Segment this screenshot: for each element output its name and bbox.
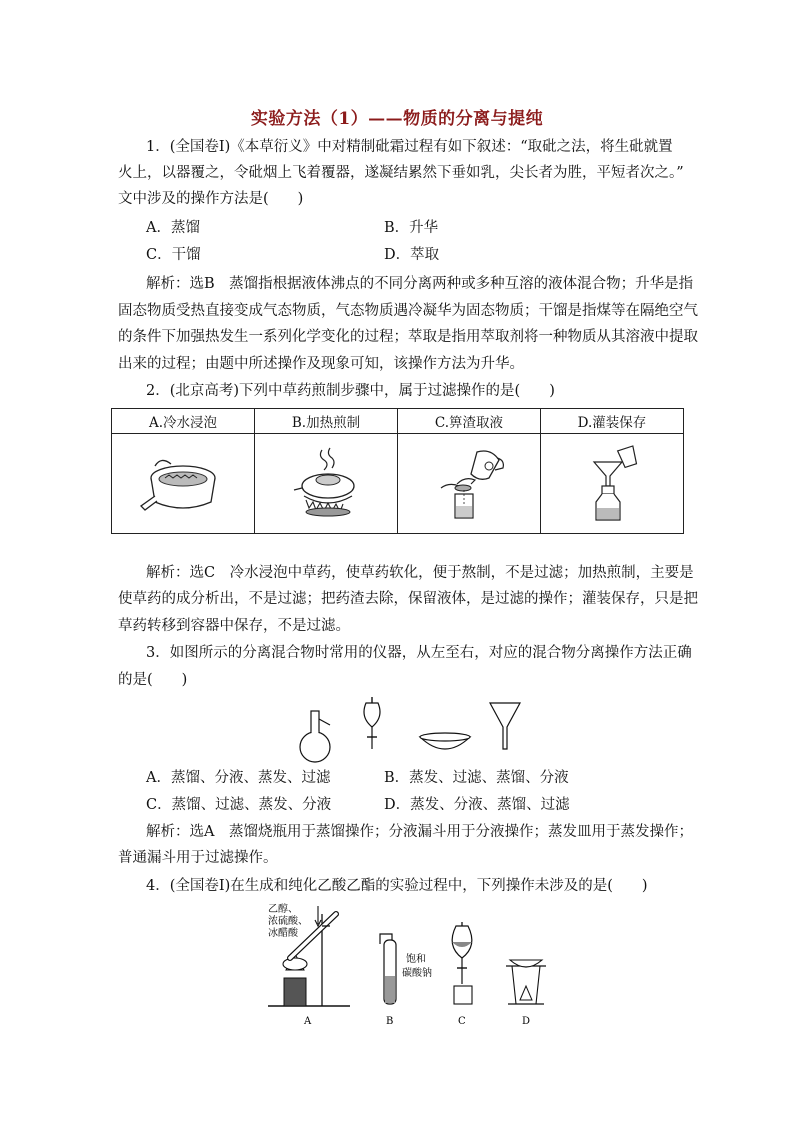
q3-analysis-line-2: 普通漏斗用于过滤操作。 [118, 850, 278, 866]
distillation-flask-icon [300, 711, 330, 762]
evaporating-dish-icon [420, 733, 470, 749]
q1-option-b[interactable]: B．升华 [384, 220, 439, 236]
q3-analysis-line-1: 解析：选A 蒸馏烧瓶用于蒸馏操作；分液漏斗用于分液操作；蒸发皿用于蒸发操作； [146, 824, 693, 840]
q1-stem-line-2: 火上，以器覆之，令砒烟上飞着覆器，遂凝结累然下垂如乳，尖长者为胜，平短者次之。” [118, 165, 684, 181]
q1-option-a[interactable]: A．蒸馏 [146, 220, 200, 236]
q1-analysis-line-2: 固态物质受热直接变成气态物质，气态物质遇冷凝华为固态物质；干馏是指煤等在隔绝空气 [118, 303, 698, 319]
q3-option-a[interactable]: A．蒸馏、分液、蒸发、过滤 [146, 770, 331, 786]
q2-analysis-line-2: 使草药的成分析出，不是过滤；把药渣去除，保留液体，是过滤的操作；灌装保存，只是把 [118, 591, 698, 607]
q2-image-d [541, 434, 684, 534]
soaking-pot-illustration [133, 444, 233, 524]
q2-image-b [255, 434, 398, 534]
reagent-label-2: 浓硫酸、 [268, 916, 308, 927]
setup-d [506, 960, 546, 1027]
q2-header-b: B.加热煎制 [255, 409, 398, 434]
page-title: 实验方法（1）——物质的分离与提纯 [250, 109, 544, 129]
q1-analysis-line-3: 的条件下加强热发生一系列化学变化的过程；萃取是指用萃取剂将一种物质从其溶液中提取 [118, 329, 698, 345]
solution-label-2: 碳酸钠 [402, 968, 432, 979]
q2-analysis-line-3: 草药转移到容器中保存，不是过滤。 [118, 618, 350, 634]
funnel-icon [490, 703, 520, 749]
q2-analysis-line-1: 解析：选C 冷水浸泡中草药，使草药软化，便于熬制，不是过滤；加热煎制，主要是 [146, 565, 694, 581]
reagent-label-1: 乙醇、 [268, 904, 298, 915]
q2-table [111, 408, 684, 534]
setup-c [452, 922, 472, 1027]
separatory-funnel-icon [364, 697, 380, 749]
reagent-label-3: 冰醋酸 [268, 928, 298, 939]
figure-label-d: D [522, 1016, 531, 1027]
q2-image-a [112, 434, 255, 534]
q1-analysis-line-4: 出来的过程；由题中所述操作及现象可知，该操作方法为升华。 [118, 356, 524, 372]
setup-a [268, 902, 350, 1027]
q3-option-d[interactable]: D．蒸发、分液、蒸馏、过滤 [384, 797, 570, 813]
q1-stem-line-3: 文中涉及的操作方法是( ) [118, 191, 304, 207]
q3-stem-line-1: 3．如图所示的分离混合物时常用的仪器，从左至右，对应的混合物分离操作方法正确 [146, 645, 692, 661]
q2-header-d: D.灌装保存 [541, 409, 684, 434]
solution-label-1: 饱和 [406, 954, 426, 965]
q2-stem: 2．(北京高考)下列中草药煎制步骤中，属于过滤操作的是( ) [146, 383, 555, 399]
q3-apparatus-figure [290, 695, 530, 765]
q1-stem-line-1: 1．(全国卷Ⅰ)《本草衍义》中对精制砒霜过程有如下叙述：“取砒之法，将生砒就置 [146, 139, 673, 155]
q1-option-c[interactable]: C．干馏 [146, 247, 201, 263]
q2-image-c [398, 434, 541, 534]
figure-label-b: B [386, 1016, 394, 1027]
figure-label-c: C [458, 1016, 466, 1027]
q4-apparatus-figure [260, 900, 560, 1030]
figure-label-a: A [304, 1016, 312, 1027]
q1-analysis-line-1: 解析：选B 蒸馏指根据液体沸点的不同分离两种或多种互溶的液体混合物；升华是指 [146, 276, 694, 292]
bottling-illustration [562, 444, 662, 524]
q3-option-c[interactable]: C．蒸馏、过滤、蒸发、分液 [146, 797, 332, 813]
q3-stem-line-2: 的是( ) [118, 672, 188, 688]
q2-header-c: C.箅渣取液 [398, 409, 541, 434]
heating-pot-illustration [276, 444, 376, 524]
setup-b [380, 934, 432, 1027]
q2-header-a: A.冷水浸泡 [112, 409, 255, 434]
q1-option-d[interactable]: D．萃取 [384, 247, 440, 263]
q3-option-b[interactable]: B．蒸发、过滤、蒸馏、分液 [384, 770, 569, 786]
straining-illustration [419, 444, 519, 524]
q4-stem: 4．(全国卷Ⅰ)在生成和纯化乙酸乙酯的实验过程中，下列操作未涉及的是( ) [146, 878, 648, 894]
